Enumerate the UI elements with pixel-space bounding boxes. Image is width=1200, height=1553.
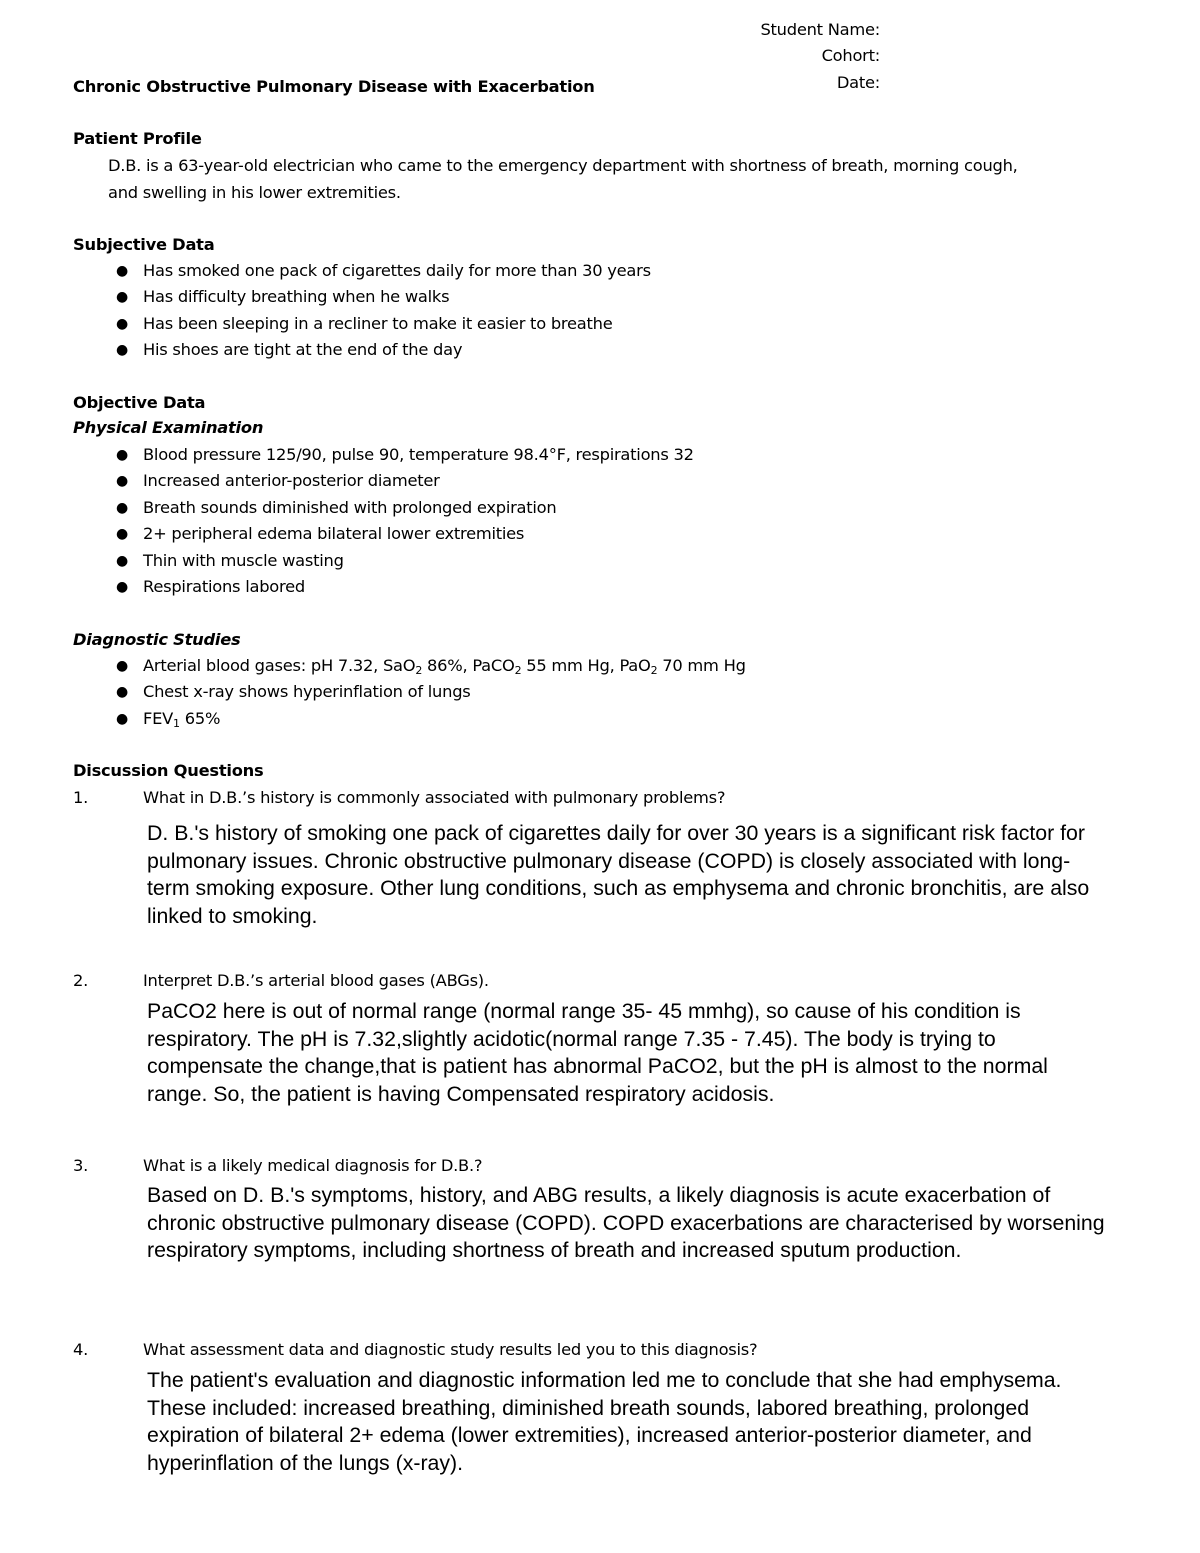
question-number: 3. [73,1156,89,1175]
document-title: Chronic Obstructive Pulmonary Disease with Exacerbation [73,77,595,96]
question-number: 4. [73,1340,89,1359]
question-number: 1. [73,788,89,807]
question-text: Interpret D.B.’s arterial blood gases (ABGs). [143,971,489,990]
answer-text: PaCO2 here is out of normal range (normal range 35- 45 mmhg), so cause of his condition is respiratory. The pH is 7.32,slightly acidotic(normal range 7.35 - 7.45). The body is trying to compensate the change,that is patient has abnormal PaCO2, but the pH is almost to the normal range. So, the patient is having Compensated respiratory acidosis. [147,999,1048,1106]
bullet-icon: ● [116,711,129,727]
bullet-icon: ● [116,658,129,674]
date-label: Date: [836,73,880,92]
bullet-icon: ● [116,342,129,358]
patient-profile-heading: Patient Profile [73,129,202,148]
bullet-icon: ● [116,289,129,305]
bullet-icon: ● [116,553,129,569]
list-item: Breath sounds diminished with prolonged expiration [143,498,557,517]
list-item: Has been sleeping in a recliner to make it easier to breathe [143,314,613,333]
cohort-label: Cohort: [821,46,880,65]
list-item-abg: Arterial blood gases: pH 7.32, SaO$_2$ 86%, PaCO$_2$ 55 mm Hg, PaO$_2$ 70 mm Hg [143,656,746,677]
list-item: Increased anterior-posterior diameter [143,471,440,490]
bullet-icon: ● [116,526,129,542]
bullet-icon: ● [116,473,129,489]
list-item: Has smoked one pack of cigarettes daily for more than 30 years [143,261,651,280]
student-name-label: Student Name: [760,20,880,39]
question-text: What in D.B.’s history is commonly associated with pulmonary problems? [143,788,726,807]
diagnostic-studies-heading: Diagnostic Studies [73,630,241,649]
bullet-icon: ● [116,684,129,700]
subjective-data-heading: Subjective Data [73,235,215,254]
bullet-icon: ● [116,263,129,279]
answer-text: Based on D. B.'s symptoms, history, and ABG results, a likely diagnosis is acute exacerbation of chronic obstructive pulmonary disease (COPD). COPD exacerbations are characterised by worsening respiratory symptoms, including shortness of breath and increased sputum production. [147,1183,1105,1262]
answer-text: D. B.'s history of smoking one pack of cigarettes daily for over 30 years is a significant risk factor for pulmonary issues. Chronic obstructive pulmonary disease (COPD) is closely associated with long-term smoking exposure. Other lung conditions, such as emphysema and chronic bronchitis, are also linked to smoking. [147,821,1090,928]
list-item: Respirations labored [143,577,305,596]
bullet-icon: ● [116,447,129,463]
patient-profile-line: and swelling in his lower extremities. [108,183,401,202]
list-item: 2+ peripheral edema bilateral lower extremities [143,524,525,543]
objective-data-heading: Objective Data [73,393,206,412]
list-item: Has difficulty breathing when he walks [143,287,450,306]
question-text: What is a likely medical diagnosis for D.B.? [143,1156,483,1175]
list-item: His shoes are tight at the end of the day [143,340,463,359]
answer-text: The patient's evaluation and diagnostic information led me to conclude that she had emphysema. These included: increased breathing, diminished breath sounds, labored breathing, prolonged expiration of bilateral 2+ edema (lower extremities), increased anterior-posterior diameter, and hyperinflation of the lungs (x-ray). [147,1368,1062,1475]
list-item: Blood pressure 125/90, pulse 90, temperature 98.4°F, respirations 32 [143,445,694,464]
list-item: Chest x-ray shows hyperinflation of lungs [143,682,471,701]
list-item: Thin with muscle wasting [143,551,344,570]
bullet-icon: ● [116,579,129,595]
question-text: What assessment data and diagnostic study results led you to this diagnosis? [143,1340,758,1359]
patient-profile-line: D.B. is a 63-year-old electrician who came to the emergency department with shortness of breath, morning cough, [108,156,1018,175]
physical-examination-heading: Physical Examination [73,418,264,437]
question-number: 2. [73,971,89,990]
bullet-icon: ● [116,316,129,332]
discussion-questions-heading: Discussion Questions [73,761,264,780]
list-item-fev: $FEV_1$ 65% [143,709,221,730]
bullet-icon: ● [116,500,129,516]
